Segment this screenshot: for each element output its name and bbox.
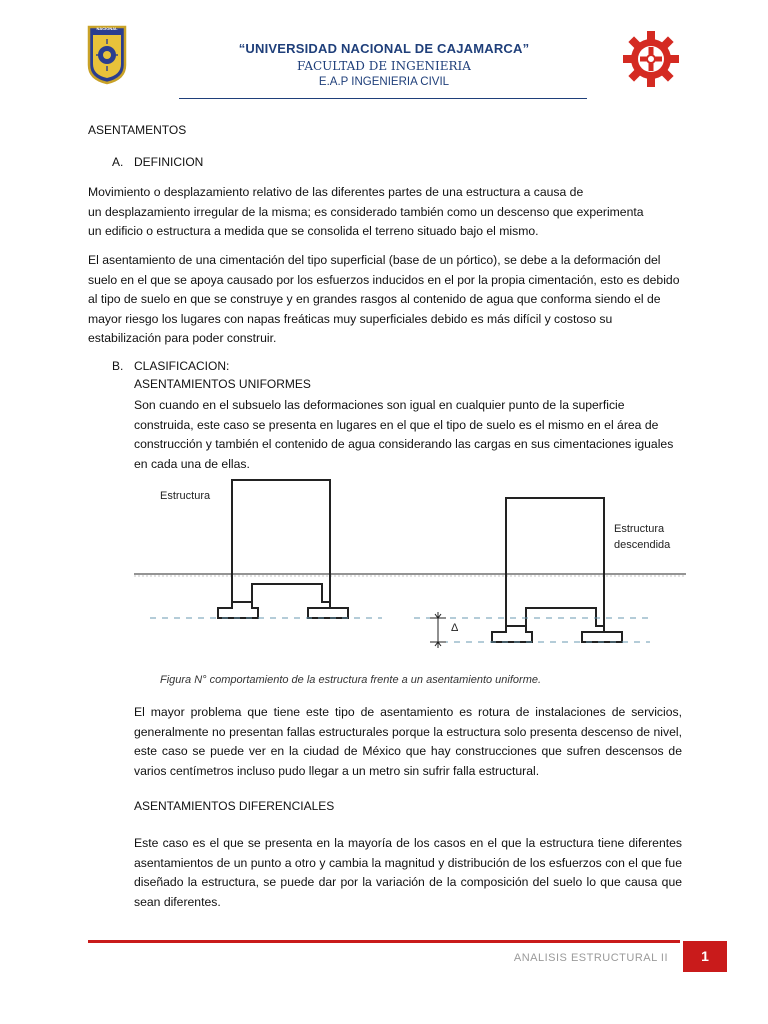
section-b-heading: CLASIFICACION: <box>134 359 230 373</box>
document-title: ASENTAMENTOS <box>88 123 187 137</box>
engineering-gear-icon <box>622 30 680 88</box>
label-structure: Estructura <box>160 490 211 502</box>
section-a-letter: A. <box>112 155 124 169</box>
section-b-letter: B. <box>112 359 124 373</box>
subsection-uniform-heading: ASENTAMIENTOS UNIFORMES <box>134 377 311 391</box>
settlement-figure <box>130 476 690 666</box>
delta-symbol: Δ <box>451 622 459 634</box>
uniform-paragraph: Son cuando en el subsuelo las deformaciones son igual en cualquier punto de la superficie construida, este caso se presenta en lugares en el que el tipo de suelo es el mismo en el área de construcción y también el contenido de agua considerando las cargas en sus cimentaciones iguales en cada una de ellas. <box>134 398 674 471</box>
header-divider <box>179 98 587 99</box>
definition-line-2: un desplazamiento irregular de la misma; es considerado también como un descenso que experimenta <box>88 205 644 219</box>
definition-line-1: Movimiento o desplazamiento relativo de las diferentes partes de una estructura a causa de <box>88 185 584 199</box>
university-title: “UNIVERSIDAD NACIONAL DE CAJAMARCA” <box>238 41 530 56</box>
subsection-differential-heading: ASENTAMIENTOS DIFERENCIALES <box>134 799 335 813</box>
definition-line-3: un edificio o estructura a medida que se consolida el terreno situado bajo el mismo. <box>88 224 539 238</box>
uniform-problem-paragraph: El mayor problema que tiene este tipo de asentamiento es rotura de instalaciones de servicios, generalmente no presentan fallas estructurales porque la estructura solo presenta descenso de nivel, este caso se puede ver en la ciudad de México que hay construcciones que sufren descensos de varios centímetros incluso pudo llegar a un metro sin sufrir falla estructural. <box>134 705 682 778</box>
university-seal-icon <box>86 25 128 85</box>
section-a-heading: DEFINICION <box>134 155 204 169</box>
footer-divider <box>88 940 680 943</box>
definition-paragraph-2: El asentamiento de una cimentación del tipo superficial (base de un pórtico), se debe a la deformación del suelo en el que se apoya causado por los esfuerzos inducidos en el por la propia cimentación, esto es debido al tipo de suelo en que se construye y en grandes rasgos al contenido de agua que conforma siendo el de mayor riesgo los lugares con napas freáticas muy superficiales debido es más difícil y costoso su estabilización para poder construir. <box>88 253 680 345</box>
faculty-name: FACULTAD DE INGENIERIA <box>297 59 471 73</box>
figure-caption: Figura N° comportamiento de la estructura frente a un asentamiento uniforme. <box>160 674 542 686</box>
footer-course: ANALISIS ESTRUCTURAL II <box>513 952 668 964</box>
label-structure-descended-1: Estructura <box>614 523 665 535</box>
school-name: E.A.P INGENIERIA CIVIL <box>318 76 450 88</box>
page-number: 1 <box>683 941 727 972</box>
label-structure-descended-2: descendida <box>614 539 671 551</box>
differential-paragraph: Este caso es el que se presenta en la mayoría de los casos en el que la estructura tiene diferentes asentamientos de un punto a otro y cambia la magnitud y distribución de los esfuerzos con el que fue diseñado la estructura, se puede dar por la variación de la composición del suelo lo que causa que sean diferentes. <box>134 836 682 909</box>
logo-lettering: NACIONAL <box>96 26 118 31</box>
